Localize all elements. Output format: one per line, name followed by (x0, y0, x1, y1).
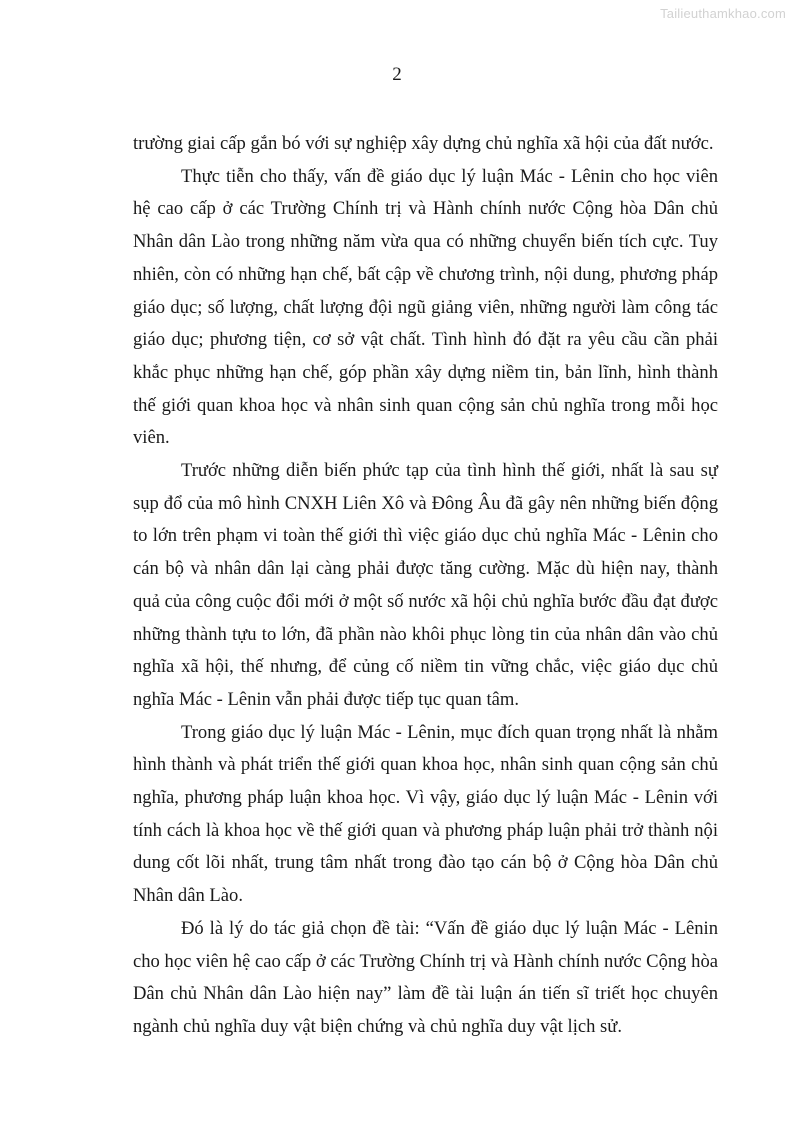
paragraph: trường giai cấp gắn bó với sự nghiệp xây dựng chủ nghĩa xã hội của đất nước. (133, 133, 714, 154)
paragraph: Trước những diễn biến phức tạp của tình hình thế giới, nhất là sau sự sụp đổ của mô hình CNXH Liên Xô và Đông Âu đã gây nên những biến động to lớn trên phạm vi toàn thế giới thì việc giáo dục chủ nghĩa Mác - Lênin cho cán bộ và nhân dân lại càng phải được tăng cường. Mặc dù hiện nay, thành quả của công cuộc đổi mới ở một số nước xã hội chủ nghĩa bước đầu đạt được những thành tựu to lớn, đã phần nào khôi phục lòng tin của nhân dân vào chủ nghĩa xã hội, thế nhưng, để củng cố niềm tin vững chắc, việc giáo dục chủ nghĩa Mác - Lênin vẫn phải được tiếp tục quan tâm. (133, 460, 718, 710)
watermark: Tailieuthamkhao.com (660, 6, 786, 21)
paragraph: Trong giáo dục lý luận Mác - Lênin, mục đích quan trọng nhất là nhằm hình thành và phát triển thế giới quan khoa học, nhân sinh quan cộng sản chủ nghĩa, phương pháp luận khoa học. Vì vậy, giáo dục lý luận Mác - Lênin với tính cách là khoa học về thế giới quan và phương pháp luận phải trở thành nội dung cốt lõi nhất, trung tâm nhất trong đào tạo cán bộ ở Cộng hòa Dân chủ Nhân dân Lào. (133, 721, 718, 907)
paragraph: Đó là lý do tác giả chọn đề tài: “Vấn đề giáo dục lý luận Mác - Lênin cho học viên hệ cao cấp ở các Trường Chính trị và Hành chính nước Cộng hòa Dân chủ Nhân dân Lào hiện nay” làm đề tài luận án tiến sĩ triết học chuyên ngành chủ nghĩa duy vật biện chứng và chủ nghĩa duy vật lịch sử. (133, 917, 718, 1037)
document-body (133, 128, 718, 1044)
paragraph: Thực tiễn cho thấy, vấn đề giáo dục lý luận Mác - Lênin cho học viên hệ cao cấp ở các Trường Chính trị và Hành chính nước Cộng hòa Dân chủ Nhân dân Lào trong những năm vừa qua có những chuyển biến tích cực. Tuy nhiên, còn có những hạn chế, bất cập về chương trình, nội dung, phương pháp giáo dục; số lượng, chất lượng đội ngũ giảng viên, những người làm công tác giáo dục; phương tiện, cơ sở vật chất. Tình hình đó đặt ra yêu cầu cần phải khắc phục những hạn chế, góp phần xây dựng niềm tin, bản lĩnh, hình thành thế giới quan khoa học và nhân sinh quan cộng sản chủ nghĩa trong mỗi học viên. (133, 165, 718, 449)
page-number: 2 (392, 64, 402, 85)
